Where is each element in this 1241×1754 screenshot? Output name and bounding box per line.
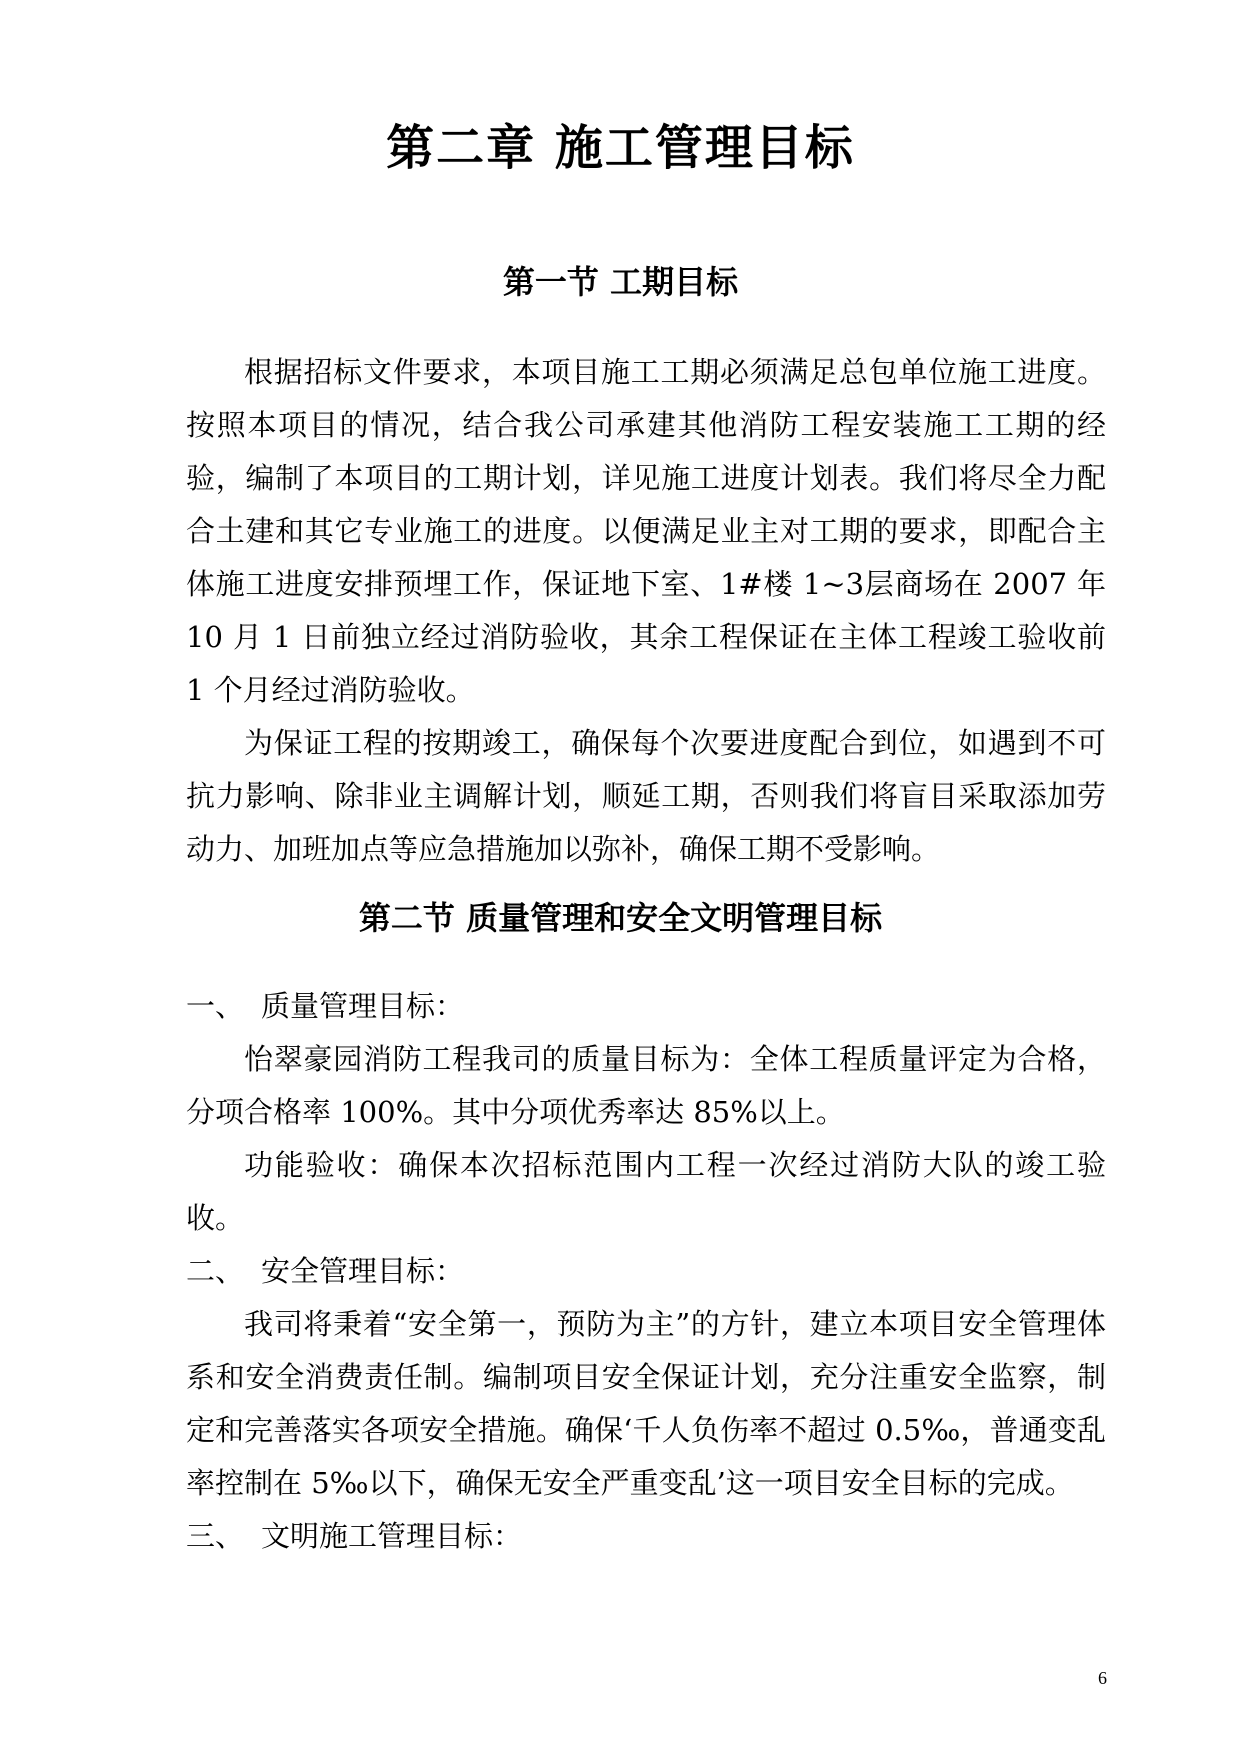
- chapter-title: 第二章 施工管理目标: [386, 120, 855, 176]
- list-item-heading-text: 质量管理目标：: [261, 989, 465, 1023]
- list-item-heading: [186, 1245, 1106, 1298]
- list-item-heading: [186, 980, 1106, 1033]
- list-item-heading-text: 文明施工管理目标：: [261, 1519, 523, 1553]
- list-item-number: 一、: [186, 989, 245, 1023]
- list-item-number: 二、: [186, 1254, 245, 1288]
- section-schedule-body: [186, 346, 1106, 876]
- paragraph: 根据招标文件要求，本项目施工工期必须满足总包单位施工进度。按照本项目的情况，结合我公司承建其他消防工程安装施工工期的经验，编制了本项目的工期计划，详见施工进度计划表。我们将尽全力配合土建和其它专业施工的进度。以便满足业主对工期的要求，即配合主体施工进度安排预埋工作，保证地下室、1#楼 1~3层商场在 2007 年 10 月 1 日前独立经过消防验收，其余工程保证在主体工程竣工验收前 1 个月经过消防验收。: [186, 355, 1106, 707]
- list-item-heading-text: 安全管理目标：: [261, 1254, 465, 1288]
- paragraph: 为保证工程的按期竣工，确保每个次要进度配合到位，如遇到不可抗力影响、除非业主调解计划，顺延工期，否则我们将盲目采取添加劳动力、加班加点等应急措施加以弥补，确保工期不受影响。: [186, 726, 1106, 866]
- page-number: 6: [1098, 1668, 1107, 1688]
- paragraph: 功能验收：确保本次招标范围内工程一次经过消防大队的竣工验收。: [186, 1148, 1106, 1235]
- list-item-heading: [186, 1510, 1106, 1563]
- list-item-number: 三、: [186, 1519, 245, 1553]
- section-title-schedule: 第一节 工期目标: [502, 263, 739, 301]
- section-quality-safety-body: [186, 980, 1106, 1563]
- section-title-quality-safety: 第二节 质量管理和安全文明管理目标: [358, 899, 883, 937]
- paragraph: 我司将秉着“安全第一，预防为主”的方针，建立本项目安全管理体系和安全消费责任制。编制项目安全保证计划，充分注重安全监察，制定和完善落实各项安全措施。确保‘千人负伤率不超过 0.5‰，普通变乱率控制在 5‰以下，确保无安全严重变乱’这一项目安全目标的完成。: [186, 1307, 1106, 1500]
- paragraph: 怡翠豪园消防工程我司的质量目标为：全体工程质量评定为合格，分项合格率 100%。其中分项优秀率达 85%以上。: [186, 1042, 1106, 1129]
